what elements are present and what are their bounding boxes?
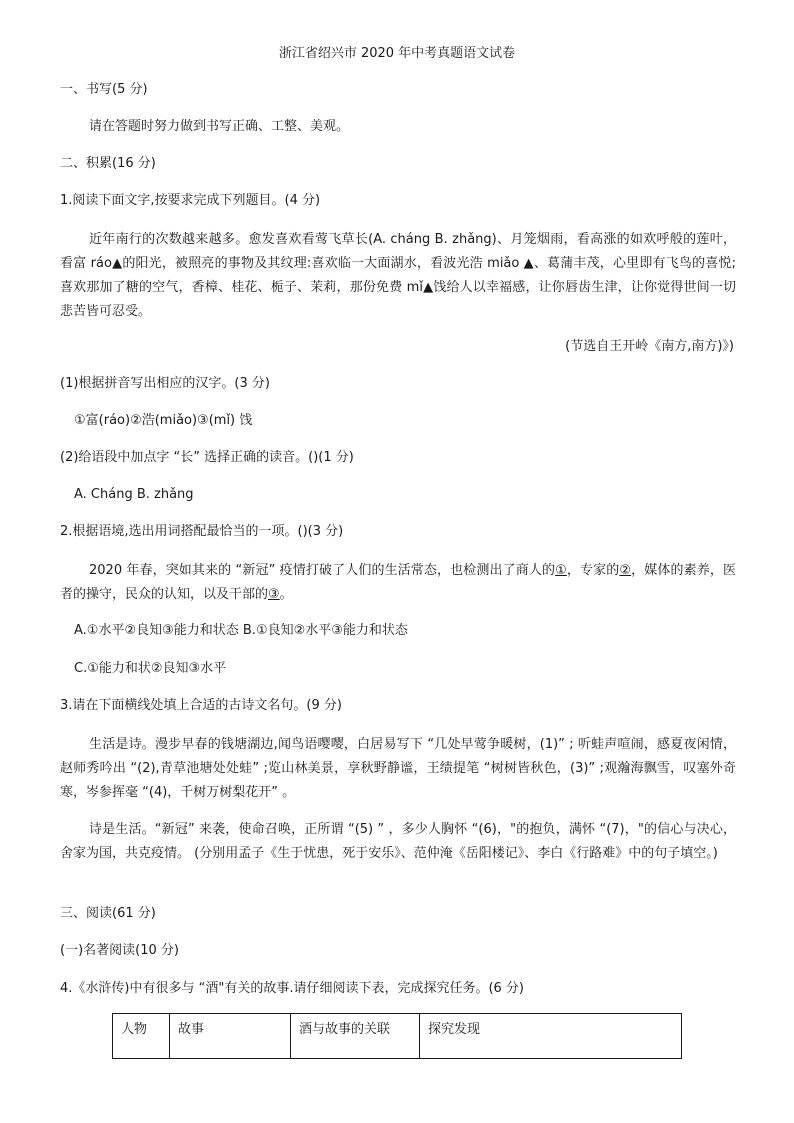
question-1-sub-2: (2)给语段中加点字 “长” 选择正确的读音。()(1 分)	[60, 450, 354, 465]
blank-3: ③	[268, 587, 280, 602]
page-title: 浙江省绍兴市 2020 年中考真题语文试卷	[278, 46, 516, 61]
section-1-text: 请在答题时努力做到书写正确、工整、美观。	[89, 119, 350, 134]
question-4-stem: 4.《水浒传)中有很多与 “酒"有关的故事.请仔细阅读下表，完成探究任务。(6 分)	[60, 981, 525, 996]
question-3-passage-1: 生活是诗。漫步早春的钱塘湖边,闻鸟语嘤嘤，白居易写下 “几处早莺争暖树，(1)” ; 听蛙声喧闹，感夏夜闲情，赵师秀吟出 “(2),青草池塘处处蛙” ;览山林美景，享秋野静谧，王绩提笔 “树树皆秋色，(3)” ;观瀚海飘雪，叹塞外奇寒，岑参挥毫 “(4)，千树万树梨花开” 。	[60, 737, 736, 800]
section-1-heading: 一、书写(5 分)	[60, 82, 148, 97]
question-1-passage: 近年南行的次数越来越多。愈发喜欢看莺飞草长(A. cháng B. zhǎng)、月笼烟雨，看高涨的如欢呼般的莲叶，看富 ráo▲的阳光，被照亮的事物及其纹理:喜欢临一大面湖水，看波光浩 miǎo ▲、葛蒲丰茂，心里即有飞鸟的喜悦;喜欢那加了糖的空气，香樟、桂花、栀子、茉莉，那份免费 mǐ▲饯给人以幸福感，让你唇齿生津，让你觉得世间一切悲苦皆可忍受。	[60, 232, 736, 319]
exploration-table	[112, 1013, 682, 1059]
table-header-cell: 探究发现	[420, 1014, 682, 1059]
section-3-heading: 三、阅读(61 分)	[60, 906, 156, 921]
passage-source: (节选自王开岭《南方,南方)》)	[565, 339, 734, 354]
question-2-passage: 2020 年春，突如其来的 “新冠” 疫情打破了人们的生活常态，也检测出了商人的①，专家的②，媒体的素养，医者的操守，民众的认知，以及干部的③。	[60, 563, 736, 602]
question-2-options-row-1: A.①水平②良知③能力和状态 B.①良知②水平③能力和状态	[74, 623, 408, 638]
table-header-row	[113, 1014, 682, 1059]
table-header-cell: 酒与故事的关联	[291, 1014, 420, 1059]
section-2-heading: 二、积累(16 分)	[60, 156, 156, 171]
question-2-stem: 2.根据语境,选出用词搭配最恰当的一项。()(3 分)	[60, 524, 344, 539]
question-1-stem: 1.阅读下面文字,按要求完成下列题目。(4 分)	[60, 193, 321, 208]
question-3-stem: 3.请在下面横线处填上合适的古诗文名句。(9 分)	[60, 698, 342, 713]
question-1-sub-2-options: A. Cháng B. zhǎng	[74, 487, 194, 502]
question-2-options-row-2: C.①能力和状②良知③水平	[74, 661, 227, 676]
question-1-sub-1-blanks: ①富(ráo)②浩(miǎo)③(mǐ) 饯	[74, 413, 253, 428]
table-header-cell: 故事	[170, 1014, 291, 1059]
blank-1: ①	[555, 563, 567, 578]
blank-2: ②	[619, 563, 632, 578]
reading-subsection-heading: (一)名著阅读(10 分)	[60, 943, 179, 958]
question-1-sub-1: (1)根据拼音写出相应的汉字。(3 分)	[60, 376, 270, 391]
question-3-passage-2: 诗是生活。“新冠” 来袭，使命召唤，正所谓 “(5) ” ，多少人胸怀 “(6)，"的抱负，满怀 “(7)，"的信心与决心，舍家为国，共克疫情。 (分别用孟子《生于忧患，死于安乐》、范仲淹《岳阳楼记》、李白《行路难》中的句子填空。)	[60, 822, 736, 861]
table-header-cell: 人物	[113, 1014, 170, 1059]
